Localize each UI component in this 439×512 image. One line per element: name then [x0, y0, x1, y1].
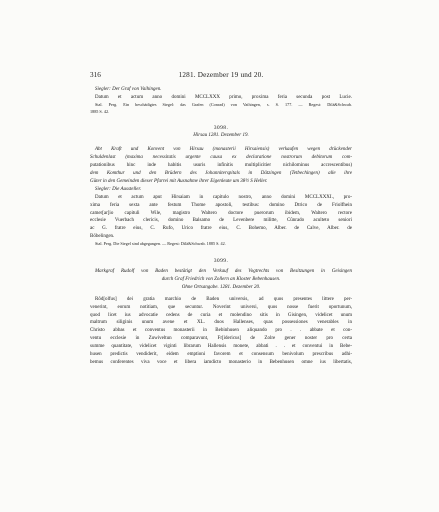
doc-3099-text-line: maltrum siliginis unum avene et XL. duos Hallenses, quas possessiones venerables in [90, 320, 352, 326]
doc-3098-note: Stal. Perg. Die Siegel sind abgegangen. — Regest: Dilä&Schwab. 1885 S. 42. [95, 241, 226, 247]
doc-3098-place-date: Hirsau 1281. Dezember 19. [193, 133, 249, 139]
prev-note-line: Stal. Perg. Ein beschädigtes Siegel: das Grafen (Conrad) von Vaihingen, s. S. 177. — Regest: Dilä&Schwab. [95, 101, 352, 107]
doc-3098-summary-line: Schuldenlast (maxima necessitatis urgente causa ex declaratione nostrorum debitorum com- [90, 155, 352, 161]
doc-3098-text-line: xima feria sexta ante festum Thome apostoli, testibus: domino Dtrico de Friolfhein [90, 202, 352, 208]
page-body [90, 86, 352, 367]
doc-3098-summary-line: Abt Kraft und Konvent von Hirsau (monasterii Hirsaiensis) verkaufen wegen drückender [95, 147, 352, 153]
doc-3099-text-line: Christo abbas et conventus monasterii in Bebinhusen aliquando pro . . abbate et con- [90, 328, 352, 334]
page-header [90, 70, 352, 80]
doc-3099-text-line: summe quantitate, videlicet viginti librarum Hallensis monete, abbati . . et conventui in Bebe- [90, 344, 352, 350]
doc-3099-text-line: husen predictis vendiderit, eidem emptioni favorem et consensum benivolum prescribus adhi- [90, 352, 352, 358]
doc-3099-text-line: venerint, eorum notitiam, que secuntur. Noverint universi, quos nosse fuerit oportunum, [90, 304, 352, 310]
doc-3098-text-line: Böbelingen. [90, 234, 115, 240]
doc-3098-text-line: ac G. fratre eius, C. Rufo, Urico fratre eius, C. Bohemo, Alber. de Calve, Alber. de [90, 226, 352, 232]
doc-number-3099: 3099. [213, 257, 229, 264]
doc-3099-text-line: quod licet ius advocatie cedens de curia et molendino sitis in Gisingen, videlicet unum [90, 312, 352, 318]
doc-3099-text-line: Rôd[olfus] dei gratia marchio de Baden universis, ad quos presentes littere per- [95, 296, 352, 302]
doc-3098-text-line: camer[ar]io capituli Wile, magistro Waltero doctore puerorum ibidem, Waltero rectore [90, 210, 352, 216]
doc-3098-summary-line: Güter in den Gemeinden dieser Pfarrei mit Ausnahme ihrer Eigenleute um 38½ S Heller. [90, 178, 268, 184]
doc-number-3098: 3098. [213, 125, 229, 132]
prev-siegler: Siegler: Der Graf von Vaihingen. [95, 87, 162, 92]
doc-3098-text-line: ecclesie Vuerbach clericis, domino Balsamo de Levenbere militte, Cûnrado aculteto seniori [90, 218, 352, 224]
doc-3098-summary-line: dem Komthur und den Brüdern des Johanniterspitals in Dätzingen (Tetbechingen) alle ihre [90, 171, 352, 177]
doc-3099-text-line: bemus conferentes viva voce et libera iamdicto monasterio in Bebenhusen omne ius libertatis, [90, 359, 352, 365]
doc-3098-siegler: Siegler: Die Aussteller. [95, 186, 142, 192]
doc-3098-text-line: Datum et actum aput Hirsaiam in capitulo nostro, anno domini MCCLXXXI., pro- [95, 194, 352, 200]
doc-3099-place-date: Ohne Ortsangabe. 1281. Dezember 20. [181, 284, 261, 290]
page-number: 316 [90, 71, 101, 79]
prev-datum: Datum et actum anno domini MCCLXXX primo, proxima feria secunda post Lucie. [95, 94, 352, 100]
doc-3099-summary-line: durch Graf Friedrich von Zollern an Kloster Bebenhausen. [161, 276, 281, 282]
doc-3099-summary-line: Markgraf Rudolf von Baden bestätigt den Verkauf des Vogtrechts von Besitzungen in Geisingen [95, 268, 352, 274]
running-title: 1281. Dezember 19 und 20. [178, 71, 264, 79]
prev-note-line: 1885 S. 42. [90, 108, 110, 114]
doc-3099-text-line: ventu ecclesie in Zuwiveltun comparavunt, Fr[idericus] de Zolre gener noster pro certa [90, 336, 352, 342]
doc-3098-summary-line: putationibus hinc inde habitis usuris infinitis multiplicitier nichilominus accrescentibus) [90, 163, 352, 169]
